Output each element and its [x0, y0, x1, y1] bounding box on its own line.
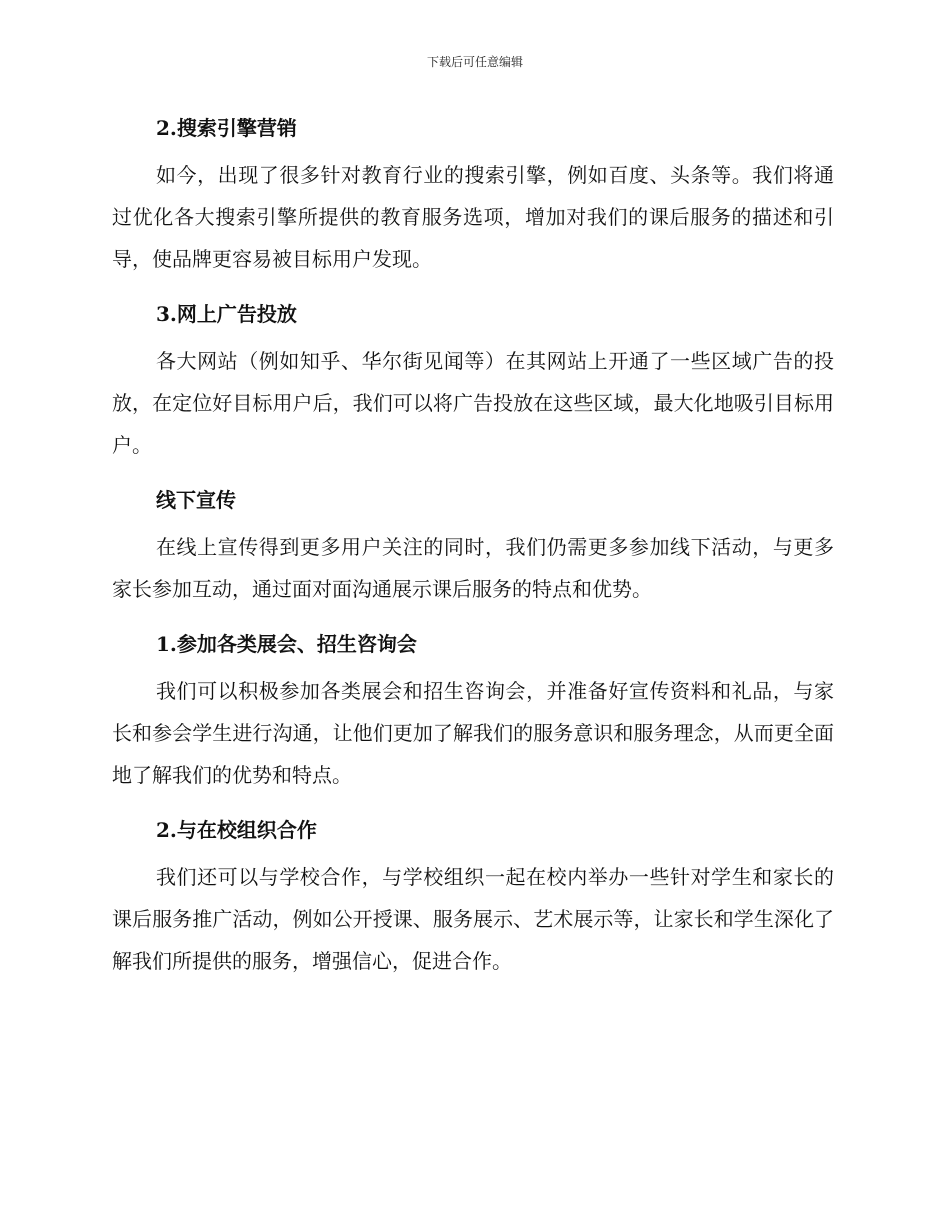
section-search-engine-marketing [112, 108, 834, 280]
section-online-ads [112, 294, 834, 466]
section-heading: 3.网上广告投放 [156, 302, 297, 326]
section-paragraph: 我们可以积极参加各类展会和招生咨询会，并准备好宣传资料和礼品，与家长和参会学生进行沟通，让他们更加了解我们的服务意识和服务理念，从而更全面地了解我们的优势和特点。 [112, 679, 834, 787]
section-paragraph: 如今，出现了很多针对教育行业的搜索引擎，例如百度、头条等。我们将通过优化各大搜索引擎所提供的教育服务选项，增加对我们的课后服务的描述和引导，使品牌更容易被目标用户发现。 [112, 163, 834, 271]
page-header: 下载后可任意编辑 [426, 55, 523, 69]
section-heading: 线下宣传 [156, 488, 236, 512]
section-paragraph: 各大网站（例如知乎、华尔街见闻等）在其网站上开通了一些区域广告的投放，在定位好目标用户后，我们可以将广告投放在这些区域，最大化地吸引目标用户。 [112, 349, 834, 457]
section-paragraph: 我们还可以与学校合作，与学校组织一起在校内举办一些针对学生和家长的课后服务推广活动，例如公开授课、服务展示、艺术展示等，让家长和学生深化了解我们所提供的服务，增强信心，促进合作。 [112, 865, 834, 973]
document-body [112, 108, 834, 982]
section-heading: 2.与在校组织合作 [156, 818, 317, 842]
section-heading: 2.搜索引擎营销 [156, 116, 297, 140]
section-paragraph: 在线上宣传得到更多用户关注的同时，我们仍需更多参加线下活动，与更多家长参加互动，通过面对面沟通展示课后服务的特点和优势。 [112, 535, 834, 601]
section-exhibitions [112, 624, 834, 796]
section-heading: 1.参加各类展会、招生咨询会 [156, 632, 417, 656]
section-offline-promotion [112, 480, 834, 610]
section-school-cooperation [112, 810, 834, 982]
